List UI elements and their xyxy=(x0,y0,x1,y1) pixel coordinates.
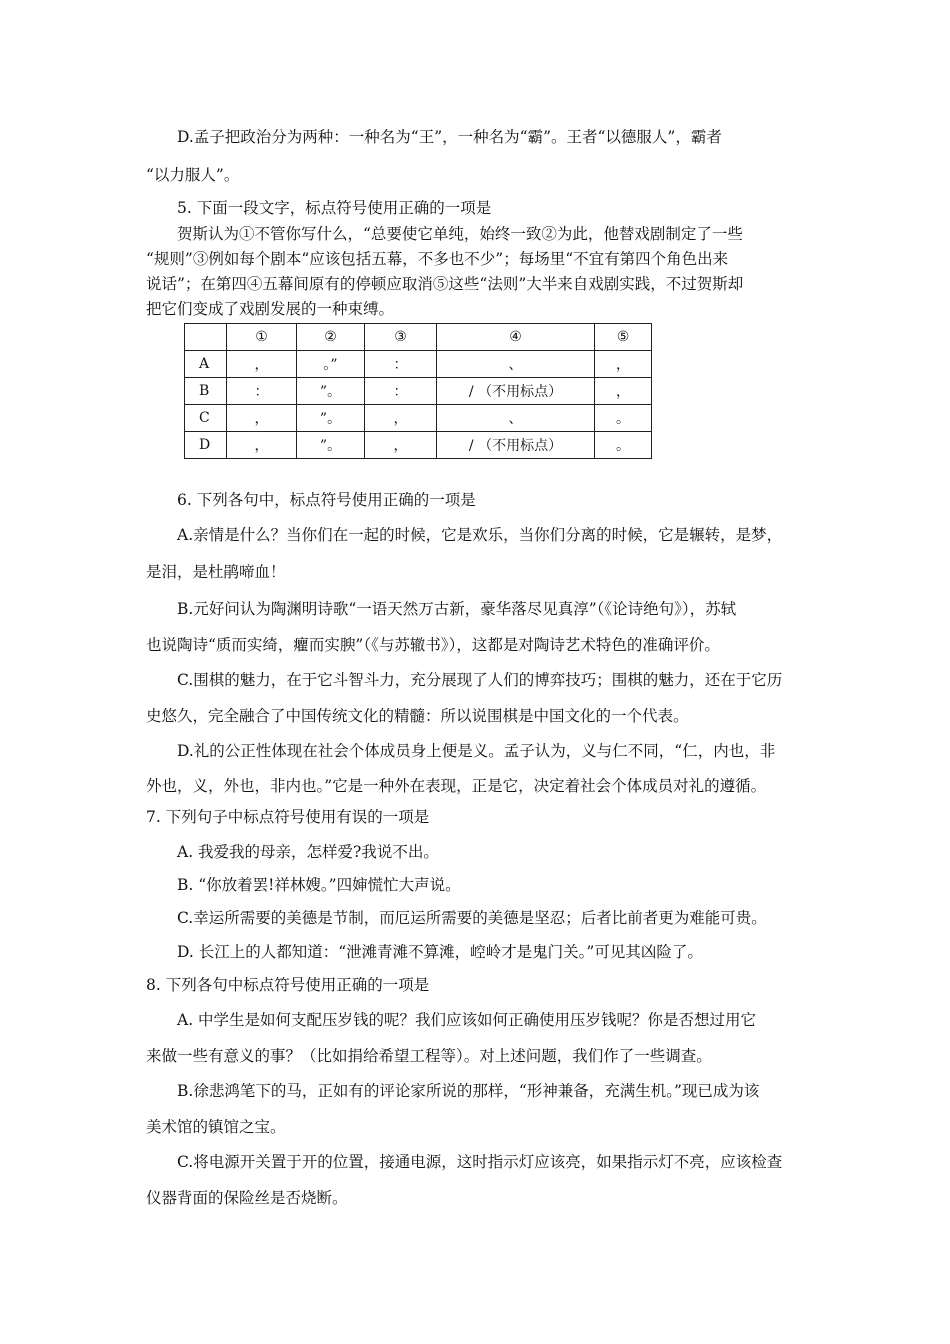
table-cell: ， xyxy=(227,432,297,459)
table-cell: ， xyxy=(365,405,437,432)
table-cell: ”。 xyxy=(297,432,365,459)
q8-option-c-line2: 仪器背面的保险丝是否烧断。 xyxy=(146,1189,348,1207)
table-header-cell: ② xyxy=(297,324,365,351)
q6-option-a-line1: A.亲情是什么？当你们在一起的时候，它是欢乐，当你们分离的时候，它是辗转，是梦， xyxy=(177,526,783,544)
table-cell: ： xyxy=(227,378,297,405)
q6-option-c-line1: C.围棋的魅力，在于它斗智斗力，充分展现了人们的博弈技巧；围棋的魅力，还在于它历 xyxy=(177,671,783,689)
q7-option-c: C.幸运所需要的美德是节制，而厄运所需要的美德是坚忍；后者比前者更为难能可贵。 xyxy=(177,909,767,927)
table-header-cell: ⑤ xyxy=(595,324,652,351)
table-header-cell: ④ xyxy=(437,324,595,351)
table-header-cell: ③ xyxy=(365,324,437,351)
question-8-stem: 8. 下列各句中标点符号使用正确的一项是 xyxy=(146,976,430,994)
table-cell: ， xyxy=(227,351,297,378)
table-row xyxy=(185,378,652,405)
q6-option-d-line1: D.礼的公正性体现在社会个体成员身上便是义。孟子认为，义与仁不同，“仁，内也，非 xyxy=(177,742,776,760)
table-cell: ： xyxy=(365,351,437,378)
q6-option-d-line2: 外也，义，外也，非内也。”它是一种外在表现，正是它，决定着社会个体成员对礼的遵循。 xyxy=(146,777,767,795)
table-cell: ， xyxy=(595,351,652,378)
table-cell: 、 xyxy=(437,351,595,378)
table-cell: / （不用标点） xyxy=(437,378,595,405)
question-5-passage-line3: 说话”；在第四④五幕间原有的停顿应取消⑤这些“法则”大半来自戏剧实践，不过贺斯却 xyxy=(146,275,744,293)
table-header-row xyxy=(185,324,652,351)
table-cell: / （不用标点） xyxy=(437,432,595,459)
q6-option-b-line1: B.元好问认为陶渊明诗歌“一语天然万古新，豪华落尽见真淳”（《论诗绝句》），苏轼 xyxy=(177,600,737,618)
table-row xyxy=(185,351,652,378)
table-row-label: B xyxy=(185,378,227,405)
table-cell: ， xyxy=(595,378,652,405)
table-row-label: C xyxy=(185,405,227,432)
q8-option-c-line1: C.将电源开关置于开的位置，接通电源，这时指示灯应该亮，如果指示灯不亮，应该检查 xyxy=(177,1153,783,1171)
question-5-passage-line4: 把它们变成了戏剧发展的一种束缚。 xyxy=(146,300,395,318)
q6-option-c-line2: 史悠久，完全融合了中国传统文化的精髓：所以说围棋是中国文化的一个代表。 xyxy=(146,707,689,725)
q6-option-a-line2: 是泪，是杜鹃啼血！ xyxy=(146,563,286,581)
table-cell: 。 xyxy=(595,432,652,459)
q8-option-a-line1: A. 中学生是如何支配压岁钱的呢？我们应该如何正确使用压岁钱呢？你是否想过用它 xyxy=(177,1011,757,1029)
table-cell: 。” xyxy=(297,351,365,378)
q6-option-b-line2: 也说陶诗“质而实绮，癯而实腴”（《与苏辙书》），这都是对陶诗艺术特色的准确评价。 xyxy=(146,636,720,654)
q8-option-b-line1: B.徐悲鸿笔下的马，正如有的评论家所说的那样，“形神兼备，充满生机。”现已成为该 xyxy=(177,1082,760,1100)
question-5-options-table xyxy=(184,323,652,459)
question-5-passage-line1: 贺斯认为①不管你写什么，“总要使它单纯，始终一致②为此，他替戏剧制定了一些 xyxy=(177,225,743,243)
q7-option-a: A. 我爱我的母亲，怎样爱?我说不出。 xyxy=(177,843,439,861)
q8-option-b-line2: 美术馆的镇馆之宝。 xyxy=(146,1118,286,1136)
table-cell: ： xyxy=(365,378,437,405)
table-row-label: D xyxy=(185,432,227,459)
table-header-cell xyxy=(185,324,227,351)
table-cell: ， xyxy=(365,432,437,459)
q7-option-d: D. 长江上的人都知道：“泄滩青滩不算滩，崆岭才是鬼门关。”可见其凶险了。 xyxy=(177,943,703,961)
q8-option-a-line2: 来做一些有意义的事？（比如捐给希望工程等）。对上述问题，我们作了一些调查。 xyxy=(146,1047,712,1065)
q7-option-b: B. “你放着罢!祥林嫂。”四婶慌忙大声说。 xyxy=(177,876,461,894)
question-6-stem: 6. 下列各句中，标点符号使用正确的一项是 xyxy=(177,491,476,509)
table-cell: ， xyxy=(227,405,297,432)
q4-option-d-line2: “以力服人”。 xyxy=(146,166,240,184)
table-cell: 、 xyxy=(437,405,595,432)
table-cell: ”。 xyxy=(297,405,365,432)
table-row xyxy=(185,432,652,459)
table-header-cell: ① xyxy=(227,324,297,351)
question-5-passage-line2: “规则”③例如每个剧本“应该包括五幕，不多也不少”；每场里“不宜有第四个角色出来 xyxy=(146,250,729,268)
table-row xyxy=(185,405,652,432)
table-cell: 。 xyxy=(595,405,652,432)
question-5-stem: 5. 下面一段文字，标点符号使用正确的一项是 xyxy=(177,199,492,217)
q4-option-d-line1: D.孟子把政治分为两种：一种名为“王”，一种名为“霸”。王者“以德服人”，霸者 xyxy=(177,128,722,146)
question-7-stem: 7. 下列句子中标点符号使用有误的一项是 xyxy=(146,808,430,826)
table-row-label: A xyxy=(185,351,227,378)
table-cell: ”。 xyxy=(297,378,365,405)
